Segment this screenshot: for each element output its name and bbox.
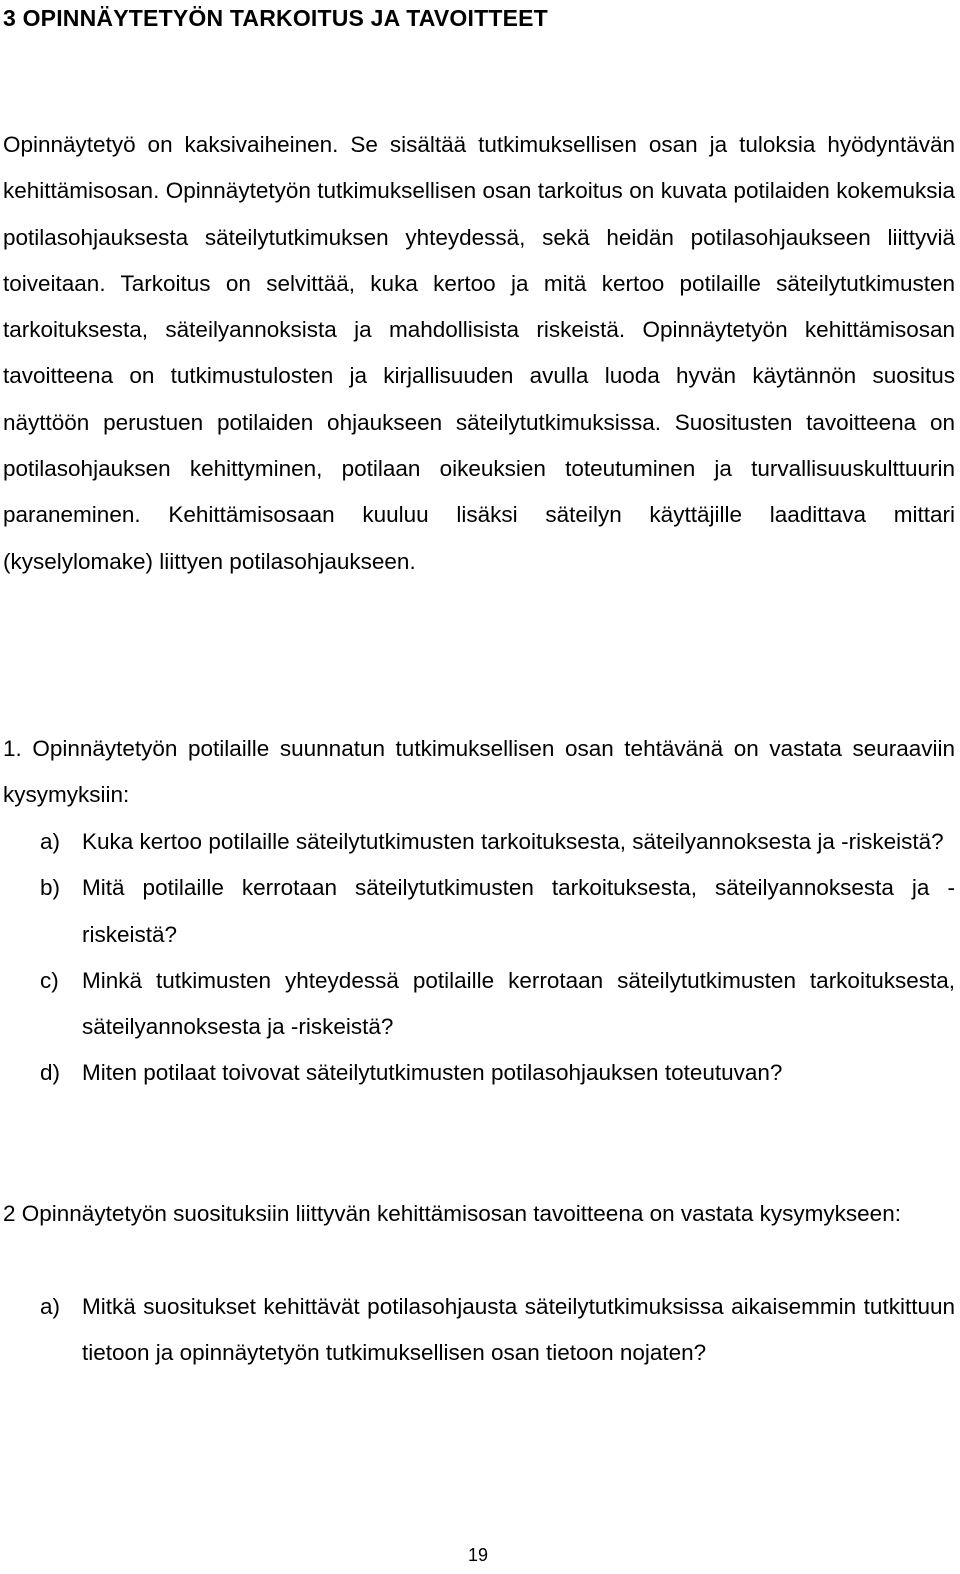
question-1-list [3,819,955,1097]
intro-paragraph: Opinnäytetyö on kaksivaiheinen. Se sisältää tutkimuksellisen osan ja tuloksia hyödyntävän kehittämisosan. Opinnäytetyön tutkimuksellisen osan tarkoitus on kuvata potilaiden kokemuksia potilasohjauksesta säteilytutkimuksen yhteydessä, sekä heidän potilasohjaukseen liittyviä toiveitaan. Tarkoitus on selvittää, kuka kertoo ja mitä kertoo potilaille säteilytutkimusten tarkoituksesta, säteilyannoksista ja mahdollisista riskeistä. Opinnäytetyön kehittämisosan tavoitteena on tutkimustulosten ja kirjallisuuden avulla luoda hyvän käytännön suositus näyttöön perustuen potilaiden ohjaukseen säteilytutkimuksissa. Suositusten tavoitteena on potilasohjauksen kehittyminen, potilaan oikeuksien toteutuminen ja turvallisuuskulttuurin paraneminen. Kehittämisosaan kuuluu lisäksi säteilyn käyttäjille laadittava mittari (kyselylomake) liittyen potilasohjaukseen. [3,132,955,574]
list-item [3,819,955,865]
list-item-text: Mitä potilaille kerrotaan säteilytutkimusten tarkoituksesta, säteilyannoksesta ja -riskeistä? [82,875,955,947]
list-marker: c) [40,967,59,993]
list-item-text: Kuka kertoo potilaille säteilytutkimusten tarkoituksesta, säteilyannoksesta ja -riskeistä? [82,829,944,854]
list-item [3,1284,955,1377]
question-2-list [3,1284,955,1377]
question-1-intro: 1. Opinnäytetyön potilaille suunnatun tutkimuksellisen osan tehtävänä on vastata seuraaviin kysymyksiin: [3,736,955,808]
section-heading: 3 OPINNÄYTETYÖN TARKOITUS JA TAVOITTEET [3,5,548,31]
list-item [3,1050,955,1096]
list-item [3,958,955,1051]
list-item-text: Minkä tutkimusten yhteydessä potilaille kerrotaan säteilytutkimusten tarkoituksesta, säteilyannoksesta ja -riskeistä? [82,967,955,1040]
question-2-intro: 2 Opinnäytetyön suosituksiin liittyvän kehittämisosan tavoitteena on vastata kysymykseen: [3,1201,901,1226]
list-marker: a) [40,829,61,854]
list-marker: b) [40,875,61,901]
list-item-text: Mitkä suositukset kehittävät potilasohjausta säteilytutkimuksissa aikaisemmin tutkittuun tietoon ja opinnäytetyön tutkimuksellisen osan tietoon nojaten? [82,1294,955,1366]
list-marker: d) [40,1060,61,1086]
page-number [0,1543,960,1567]
list-item-text: Miten potilaat toivovat säteilytutkimusten potilasohjauksen toteutuvan? [82,1060,783,1086]
page-number-text: 19 [467,1545,489,1565]
list-item [3,865,955,958]
list-marker: a) [40,1294,61,1319]
